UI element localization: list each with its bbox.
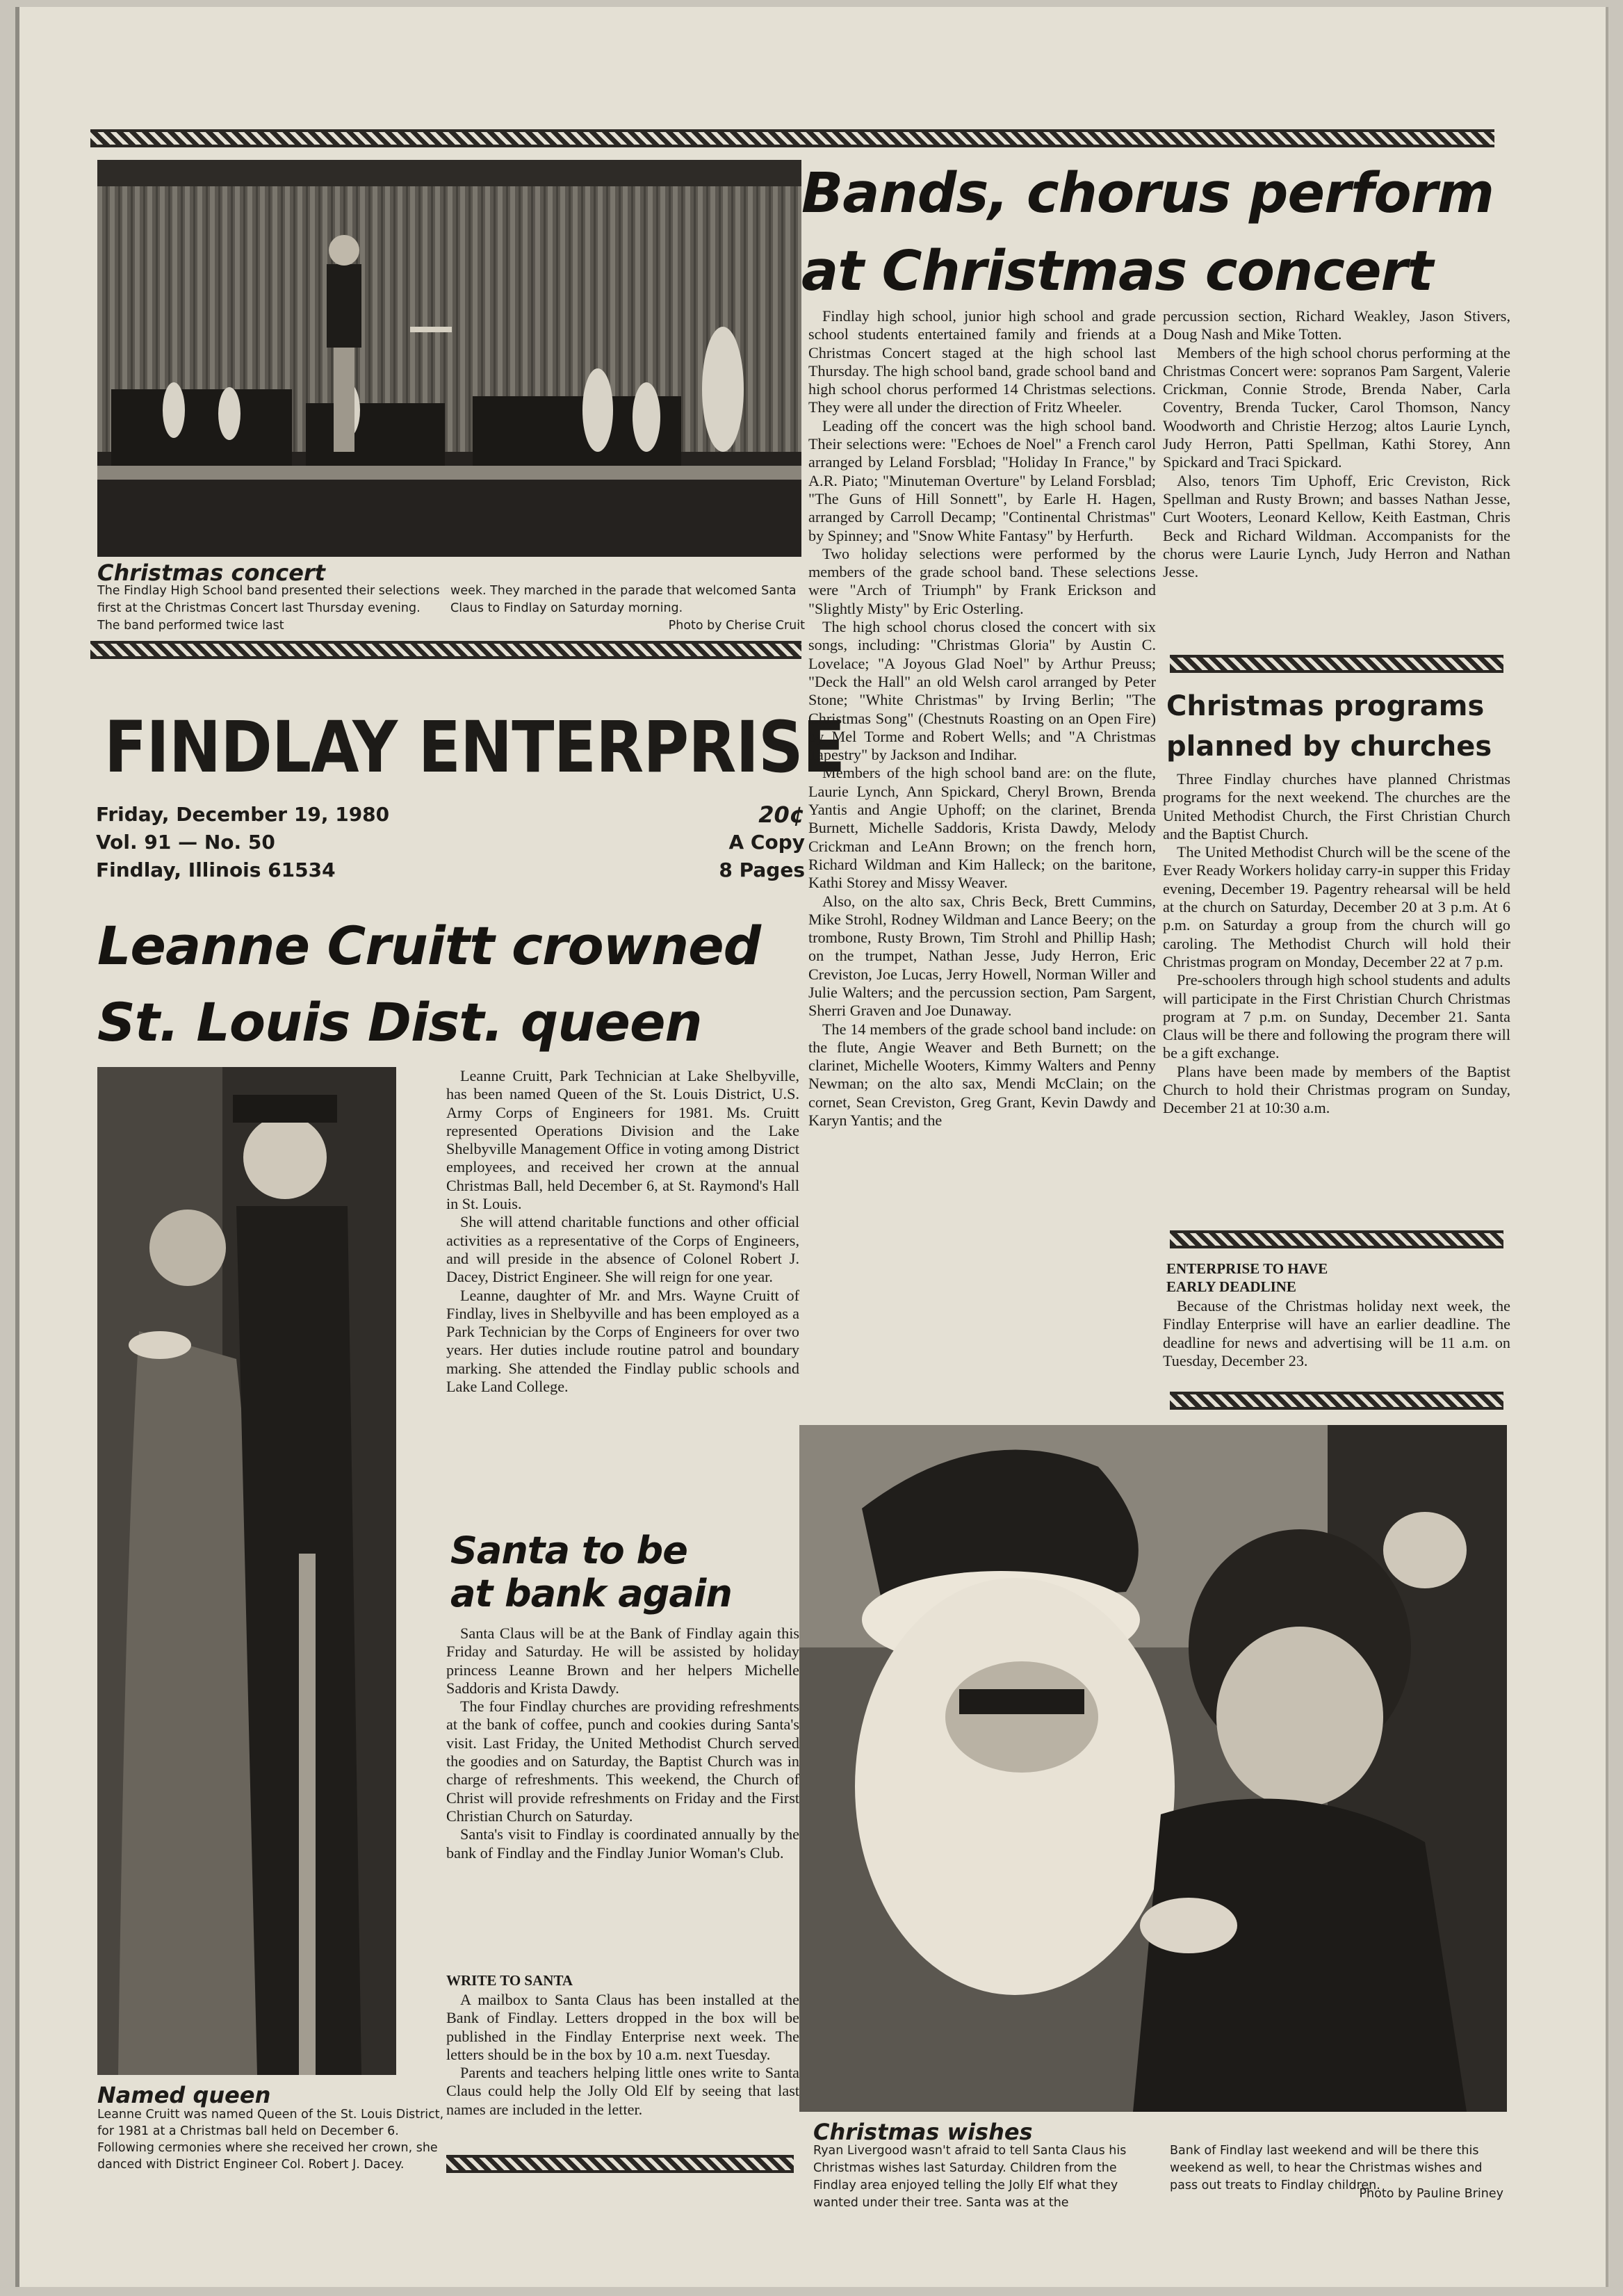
queen-caption-title: Named queen: [97, 2082, 271, 2108]
bands-para-6: Also, on the alto sax, Chris Beck, Brett Cummins, Mike Strohl, Rodney Wildman and Lance Beery; on the trombone, Rusty Brown, Tim Strohl and Phillip Hash; on the trumpet, Nathan Jesse, Judy Herron, Eric Creviston, Joe Lucas, Jerry Howell, Norman Willer and Julie Walters; and the percussion section, Pam Sargent, Sherri Graven and Joe Dunaway.: [808, 892, 1156, 1020]
masthead-price: 20¢: [758, 801, 805, 828]
santa-photo: [799, 1425, 1507, 2112]
masthead-price-label: A Copy: [728, 831, 805, 854]
masthead-date: Friday, December 19, 1980: [96, 803, 390, 826]
deadline-border: [1170, 1392, 1503, 1410]
bands-para-7: The 14 members of the grade school band include: on the flute, Angie Weaver and Beth Burnett; on the clarinet, Michelle Wooters, Kimmy Walters and Penny Newman; on the alto sax, Mendi McClain; on the cornet, Sean Creviston, Greg Grant, Kevin Dawdy and Karyn Yantis; and the: [808, 1020, 1156, 1130]
masthead-title: FINDLAY ENTERPRISE: [104, 706, 845, 789]
deadline-subhead-2: EARLY DEADLINE: [1166, 1278, 1296, 1295]
concert-caption-title: Christmas concert: [97, 560, 325, 586]
santa-para-2: The four Findlay churches are providing refreshments at the bank of coffee, punch and cookies during Santa's visit. Last Friday, the United Methodist Church served the goodies and on Saturday, the Baptist Church was in charge of refreshments. This weekend, the Church of Christ will provide refreshments on Friday and the First Christian Church on Saturday.: [446, 1697, 799, 1825]
santa-para-1: Santa Claus will be at the Bank of Findlay again this Friday and Saturday. He will be assisted by holiday princess Leanne Brown and her helpers Michelle Saddoris and Krista Dawdy.: [446, 1625, 799, 1697]
bands-headline-2: at Christmas concert: [801, 239, 1433, 303]
write-para-2: Parents and teachers helping little ones write to Santa Claus could help the Jolly Old Elf by seeing that last names are included in the letter.: [446, 2064, 799, 2118]
santa-para-3: Santa's visit to Findlay is coordinated annually by the bank of Findlay and the Findlay Junior Woman's Club.: [446, 1825, 799, 1862]
queen-photo: [97, 1067, 396, 2075]
bands-story-col2: [1163, 307, 1510, 581]
queen-headline-2: St. Louis Dist. queen: [97, 991, 702, 1053]
concert-border: [90, 641, 801, 659]
bands-para-9: Members of the high school chorus performing at the Christmas Concert were: sopranos Pam Sargent, Valerie Crickman, Connie Strode, Brenda Naber, Carla Coventry, Brenda Tucker, Carol Thomson, Nancy Woodworth and Christie Herzog; altos Laurie Lynch, Judy Herron, Patti Spellman, Kathi Storey, Ann Spickard and Traci Spickard.: [1163, 343, 1510, 471]
churches-para-1: Three Findlay churches have planned Christmas programs for the next weekend. The churches are the United Methodist Church, the First Christian Church and the Baptist Church.: [1163, 770, 1510, 842]
bands-para-1: Findlay high school, junior high school and grade school students entertained family and friends at a Christmas Concert staged at the high school last Thursday. The high school band, grade school band and high school chorus performed 14 Christmas selections. They were all under the direction of Fritz Wheeler.: [808, 307, 1156, 416]
churches-para-2: The United Methodist Church will be the scene of the Ever Ready Workers holiday carry-in supper this Friday evening, December 19. Pagentry rehearsal will be held at the church on Saturday, December 20 at 3 p.m. At 6 p.m. on Saturday a group from the church will go caroling. The Methodist Church will hold their Christmas program on Monday, December 22 at 7 p.m.: [1163, 843, 1510, 970]
bands-para-2: Leading off the concert was the high school band. Their selections were: "Echoes de Noel" a French carol arranged by Leland Forsblad; "Holiday In France," by A.R. Piato; "Minuteman Overture" by Leland Forsblad; "The Guns of Hill Sonnett", by Earle H. Hagen, arranged by Carroll Decamp; "Continental Christmas" by Spinney; and "Snow White Fantasy" by Herfurth.: [808, 416, 1156, 544]
concert-photo: [97, 160, 801, 557]
queen-caption: Leanne Cruitt was named Queen of the St. Louis District, for 1981 at a Christmas ball held on December 6. Following cermonies where she received her crown, she danced with District Engineer Col. Robert J. Dacey.: [97, 2108, 444, 2172]
santa-caption-title: Christmas wishes: [813, 2119, 1033, 2145]
write-to-santa-body: [446, 1991, 799, 2119]
queen-para-1: Leanne Cruitt, Park Technician at Lake Shelbyville, has been named Queen of the St. Louis District, U.S. Army Corps of Engineers for 1981. Ms. Cruitt represented Operations Division and the Lake Shelbyville Management Office in voting among District employees, and received her crown at the annual Christmas Ball, held December 6, at St. Raymond's Hall in St. Louis.: [446, 1067, 799, 1213]
newspaper-page: [15, 7, 1608, 2287]
bands-para-4: The high school chorus closed the concert with six songs, including: "Christmas Gloria" by Austin C. Lovelace; "A Joyous Glad Noel" by Arthur Preuss; "Deck the Hall" an old Welsh carol arranged by Peter Stone; "White Christmas" by Irving Berlin; "The Christmas Song" (Chestnuts Roasting on an Open Fire) by Mel Torme and Robert Wells; and "A Christmas Tapestry" by Jackson and Indihar.: [808, 618, 1156, 764]
bands-para-3: Two holiday selections were performed by the members of the grade school band. These selections were "Arch of Triumph" by Frank Erickson and "Slightly Misty" by Eric Osterling.: [808, 544, 1156, 617]
santa-story-body: [446, 1625, 799, 1862]
masthead-volume: Vol. 91 — No. 50: [96, 831, 275, 854]
deadline-story-body: [1163, 1297, 1510, 1370]
queen-para-3: Leanne, daughter of Mr. and Mrs. Wayne Cruitt of Findlay, lives in Shelbyville and has been employed as a Park Technician by the Corps of Engineers for over two years. Her duties include routine patrol and boundary marking. She attended the Findlay public schools and Lake Land College.: [446, 1286, 799, 1396]
deadline-subhead-1: ENTERPRISE TO HAVE: [1166, 1260, 1328, 1277]
santa-caption-right: Bank of Findlay last weekend and will be there this weekend as well, to hear the Christmas wishes and pass out treats to Findlay children.: [1170, 2144, 1483, 2192]
churches-para-4: Plans have been made by members of the Baptist Church to hold their Christmas program on Sunday, December 21 at 10:30 a.m.: [1163, 1062, 1510, 1117]
bands-headline-1: Bands, chorus perform: [801, 161, 1494, 225]
churches-headline-2: planned by churches: [1166, 731, 1492, 763]
write-to-santa-subhead: WRITE TO SANTA: [446, 1972, 573, 1989]
santa-caption-left: Ryan Livergood wasn't afraid to tell Santa Claus his Christmas wishes last Saturday. Children from the Findlay area enjoyed telling the Jolly Elf what they wanted under their tree. Santa was at the: [813, 2144, 1127, 2210]
queen-headline-1: Leanne Cruitt crowned: [97, 915, 761, 977]
bands-para-5: Members of the high school band are: on the flute, Laurie Lynch, Ann Spickard, Cheryl Brown, Brenda Yantis and Angie Uphoff; on the clarinet, Brenda Burnett, Michelle Saddoris, Krista Dawdy, Melody Crickman and LeAnn Brown; on the french horn, Richard Wildman and Kim Halleck; on the baritone, Kathi Storey and Missy Weaver.: [808, 764, 1156, 892]
churches-border: [1170, 1230, 1503, 1248]
masthead-pages: 8 Pages: [719, 858, 805, 881]
bands-col2-border: [1170, 655, 1503, 673]
top-border: [90, 129, 1494, 147]
concert-caption-left: The Findlay High School band presented their selections first at the Christmas Concert last Thursday evening. The band performed twice last: [97, 584, 440, 633]
concert-caption-right: week. They marched in the parade that welcomed Santa Claus to Findlay on Saturday morning.: [450, 584, 797, 615]
santa-headline-1: Santa to be: [450, 1529, 687, 1572]
santa-headline-2: at bank again: [450, 1572, 732, 1615]
bands-para-8: percussion section, Richard Weakley, Jason Stivers, Doug Nash and Mike Totten.: [1163, 307, 1510, 343]
concert-photo-credit: Photo by Cherise Cruit: [668, 619, 805, 633]
santa-photo-credit: Photo by Pauline Briney: [1359, 2187, 1503, 2201]
churches-story-body: [1163, 770, 1510, 1118]
bands-story-col1: [808, 307, 1156, 1130]
churches-para-3: Pre-schoolers through high school students and adults will participate in the First Christian Church Christmas program at 7 p.m. on Sunday, December 21. Santa Claus will be there and following the program there will be a gift exchange.: [1163, 971, 1510, 1062]
queen-para-2: She will attend charitable functions and other official activities as a representative of the Corps of Engineers, and will preside in the absence of Colonel Robert J. Dacey, District Engineer. She will reign for one year.: [446, 1213, 799, 1286]
churches-headline-1: Christmas programs: [1166, 690, 1485, 722]
bands-para-10: Also, tenors Tim Uphoff, Eric Creviston, Rick Spellman and Rusty Brown; and basses Nathan Jesse, Curt Wooters, Leonard Kellow, Keith Eastman, Chris Beck and Richard Wildman. Accompanists for the chorus were Laurie Lynch, Judy Herron and Nathan Jesse.: [1163, 471, 1510, 581]
queen-story-body: [446, 1067, 799, 1396]
deadline-para-1: Because of the Christmas holiday next week, the Findlay Enterprise will have an earlier deadline. The deadline for news and advertising will be 11 a.m. on Tuesday, December 23.: [1163, 1297, 1510, 1369]
santa-story-border: [446, 2155, 794, 2173]
write-para-1: A mailbox to Santa Claus has been installed at the Bank of Findlay. Letters dropped in the box will be published in the Findlay Enterprise next week. The letters should be in the box by 10 a.m. next Tuesday.: [446, 1991, 799, 2063]
masthead-location: Findlay, Illinois 61534: [96, 858, 336, 881]
